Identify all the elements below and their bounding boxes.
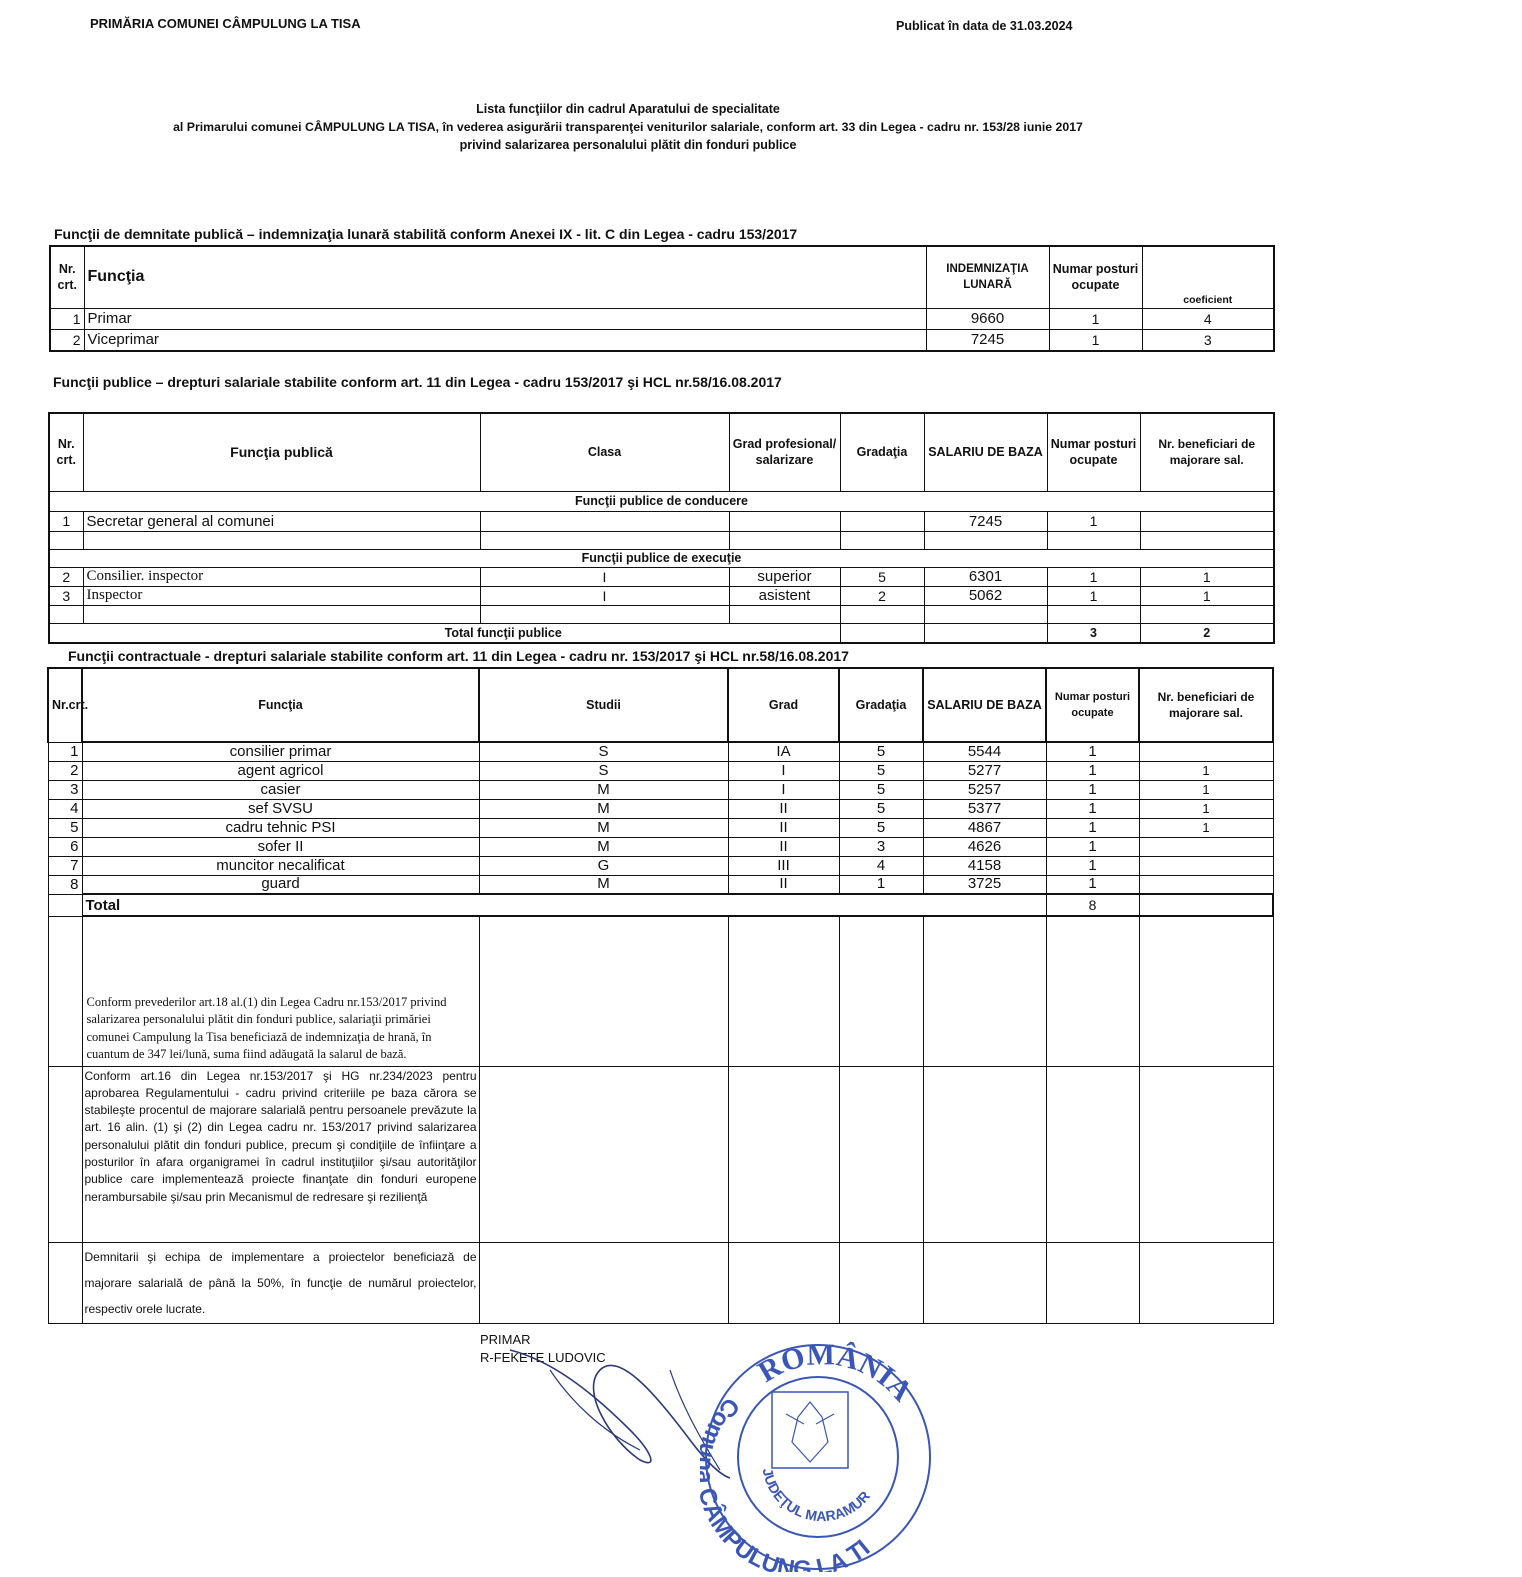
cell-studii: S (479, 742, 728, 761)
cell-coeficient: 3 (1142, 329, 1274, 351)
cell-studii: M (479, 875, 728, 894)
group-executie: Funcţii publice de execuţie (49, 549, 1274, 567)
cell-grad: II (728, 799, 839, 818)
total-beneficiari: 2 (1140, 623, 1274, 643)
header-posturi: Numar posturi ocupate (1047, 413, 1140, 491)
public-functions-table (48, 412, 1275, 644)
cell-posturi: 1 (1046, 761, 1139, 780)
cell-functia: cadru tehnic PSI (82, 818, 479, 837)
header-grad: Grad profesional/ salarizare (729, 413, 840, 491)
note-dignitaries: Demnitarii şi echipa de implementare a proiectelor beneficiază de majorare salarială de până la 50%, în funcţie de numărul proiectelor, respectiv orele lucrate. (82, 1242, 479, 1323)
signature-role: PRIMAR (480, 1332, 531, 1347)
header-salariu: SALARIU DE BAZA (924, 413, 1047, 491)
table-row (48, 780, 1273, 799)
cell-posturi: 1 (1046, 780, 1139, 799)
cell-functia: Consilier. inspector (83, 567, 480, 586)
cell-indemnizatia: 7245 (926, 329, 1049, 351)
document-title-line-3: privind salarizarea personalului plătit din fonduri publice (459, 138, 797, 152)
cell-posturi: 1 (1049, 329, 1142, 351)
cell-nr: 2 (50, 329, 84, 351)
document-title-line-1: Lista funcţiilor din cadrul Aparatului de specialitate (476, 102, 780, 116)
cell-beneficiari (1139, 875, 1273, 894)
cell-salariu: 4867 (923, 818, 1046, 837)
cell-studii: M (479, 818, 728, 837)
cell-grad: II (728, 875, 839, 894)
table-row (48, 799, 1273, 818)
cell-gradatia: 5 (839, 761, 923, 780)
stamp-inner-text: JUDEŢUL MARAMUR (759, 1466, 874, 1525)
cell-nr: 1 (50, 308, 84, 329)
cell-salariu: 3725 (923, 875, 1046, 894)
cell-posturi: 1 (1046, 799, 1139, 818)
cell-salariu: 4626 (923, 837, 1046, 856)
cell-gradatia: 5 (839, 780, 923, 799)
cell-clasa: I (480, 567, 729, 586)
header-posturi: Numar posturi ocupate (1046, 668, 1139, 742)
table-row (48, 761, 1273, 780)
header-clasa: Clasa (480, 413, 729, 491)
cell-beneficiari (1139, 837, 1273, 856)
dignitary-table (49, 245, 1275, 352)
cell-indemnizatia: 9660 (926, 308, 1049, 329)
header-salariu: SALARIU DE BAZA (923, 668, 1046, 742)
header-nr: Nr. crt. (49, 413, 83, 491)
cell-gradatia: 4 (839, 856, 923, 875)
cell-gradatia (840, 511, 924, 531)
cell-posturi: 1 (1046, 742, 1139, 761)
cell-beneficiari: 1 (1140, 586, 1274, 605)
cell-grad: IA (728, 742, 839, 761)
cell-grad: asistent (729, 586, 840, 605)
table-row (49, 511, 1274, 531)
cell-nr: 3 (49, 586, 83, 605)
note-salary-increase: Conform art.16 din Legea nr.153/2017 şi HG nr.234/2023 pentru aprobarea Regulamentului - cadru privind criteriile pe baza cărora se stabileşte procentul de majorare salarială pentru persoanele prevăzute la art. 16 alin. (1) şi (2) din Legea cadru nr. 153/2017 privind salarizarea personalului plătit din fonduri publice, precum şi condiţiile de înfiinţare a posturilor în afara organigramei în cadrul instituţiilor şi/sau autorităţilor publice care implementează proiecte finanţate din fonduri europene nerambursabile şi/sau prin Mecanismul de redresare şi rezilienţă (82, 1066, 479, 1242)
cell-gradatia: 2 (840, 586, 924, 605)
cell-functia: muncitor necalificat (82, 856, 479, 875)
note-meal-allowance: Conform prevederilor art.18 al.(1) din Legea Cadru nr.153/2017 privind salarizarea personalului plătit din fonduri publice, salariaţii primăriei comunei Campulung la Tisa beneficiază de indemnizaţia de hrană, în cuantum de 347 lei/lună, suma fiind adăugată la salarul de bază. (82, 916, 479, 1066)
signature-name: R-FEKETE LUDOVIC (480, 1350, 606, 1365)
total-label: Total funcţii publice (49, 623, 840, 643)
header-beneficiari: Nr. beneficiari de majorare sal. (1140, 413, 1274, 491)
cell-studii: S (479, 761, 728, 780)
cell-studii: M (479, 799, 728, 818)
cell-posturi: 1 (1047, 567, 1140, 586)
table-row (48, 856, 1273, 875)
header-studii: Studii (479, 668, 728, 742)
cell-beneficiari (1139, 856, 1273, 875)
header-functia-publica: Funcţia publică (83, 413, 480, 491)
header-beneficiari: Nr. beneficiari de majorare sal. (1139, 668, 1273, 742)
header-gradatia: Gradaţia (840, 413, 924, 491)
cell-nr: 2 (49, 567, 83, 586)
cell-salariu: 5277 (923, 761, 1046, 780)
cell-posturi: 1 (1047, 586, 1140, 605)
cell-studii: G (479, 856, 728, 875)
cell-nr: 6 (48, 837, 82, 856)
cell-beneficiari: 1 (1139, 818, 1273, 837)
cell-studii: M (479, 837, 728, 856)
cell-studii: M (479, 780, 728, 799)
cell-salariu: 5257 (923, 780, 1046, 799)
cell-gradatia: 1 (839, 875, 923, 894)
cell-salariu: 4158 (923, 856, 1046, 875)
header-indemnizatia: INDEMNIZAŢIA LUNARĂ (926, 246, 1049, 308)
section3-title: Funcţii contractuale - drepturi salariale stabilite conform art. 11 din Legea - cadru nr. 153/2017 şi HCL nr.58/16.08.2017 (68, 648, 849, 664)
cell-grad: II (728, 837, 839, 856)
cell-grad: II (728, 818, 839, 837)
cell-grad: III (728, 856, 839, 875)
cell-grad: I (728, 761, 839, 780)
cell-nr: 8 (48, 875, 82, 894)
cell-functia: Primar (84, 308, 926, 329)
cell-functia: Secretar general al comunei (83, 511, 480, 531)
table-row (49, 586, 1274, 605)
table-row (48, 875, 1273, 894)
header-functia: Funcţia (84, 246, 926, 308)
cell-beneficiari: 1 (1139, 780, 1273, 799)
cell-gradatia: 5 (840, 567, 924, 586)
cell-beneficiari: 1 (1140, 567, 1274, 586)
coat-of-arms-icon (772, 1392, 848, 1468)
table-row (48, 818, 1273, 837)
cell-grad: superior (729, 567, 840, 586)
stamp-top-text: ROMÂNIA (752, 1338, 919, 1408)
header-nr: Nr.crt. (48, 668, 82, 742)
cell-salariu: 5544 (923, 742, 1046, 761)
cell-beneficiari: 1 (1139, 799, 1273, 818)
cell-gradatia: 5 (839, 818, 923, 837)
cell-nr: 2 (48, 761, 82, 780)
cell-nr: 1 (49, 511, 83, 531)
publication-date: Publicat în data de 31.03.2024 (896, 19, 1073, 33)
cell-functia: Viceprimar (84, 329, 926, 351)
header-coeficient: coeficient (1142, 246, 1274, 308)
total-posturi: 8 (1046, 894, 1139, 916)
table-row (50, 329, 1274, 351)
cell-functia: Inspector (83, 586, 480, 605)
cell-posturi: 1 (1049, 308, 1142, 329)
section2-title: Funcţii publice – drepturi salariale stabilite conform art. 11 din Legea - cadru 153/2017 şi HCL nr.58/16.08.2017 (53, 374, 782, 390)
header-grad: Grad (728, 668, 839, 742)
cell-nr: 3 (48, 780, 82, 799)
cell-beneficiari: 1 (1139, 761, 1273, 780)
cell-posturi: 1 (1046, 875, 1139, 894)
cell-clasa: I (480, 586, 729, 605)
cell-grad (729, 511, 840, 531)
cell-nr: 4 (48, 799, 82, 818)
cell-functia: casier (82, 780, 479, 799)
cell-salariu: 5062 (924, 586, 1047, 605)
header-gradatia: Gradaţia (839, 668, 923, 742)
document-title-line-2: al Primarului comunei CÂMPULUNG LA TISA, în vederea asigurării transparenţei veniturilor salariale, conform art. 33 din Legea - cadru nr. 153/28 iunie 2017 (173, 120, 1083, 134)
header-functia: Funcţia (82, 668, 479, 742)
cell-gradatia: 5 (839, 799, 923, 818)
cell-coeficient: 4 (1142, 308, 1274, 329)
cell-salariu: 7245 (924, 511, 1047, 531)
cell-posturi: 1 (1046, 818, 1139, 837)
cell-functia: sef SVSU (82, 799, 479, 818)
cell-clasa (480, 511, 729, 531)
cell-beneficiari (1139, 742, 1273, 761)
total-posturi: 3 (1047, 623, 1140, 643)
cell-functia: agent agricol (82, 761, 479, 780)
table-row (48, 742, 1273, 761)
cell-grad: I (728, 780, 839, 799)
cell-nr: 1 (48, 742, 82, 761)
cell-beneficiari (1140, 511, 1274, 531)
cell-posturi: 1 (1047, 511, 1140, 531)
cell-posturi: 1 (1046, 837, 1139, 856)
cell-functia: consilier primar (82, 742, 479, 761)
header-posturi: Numar posturi ocupate (1049, 246, 1142, 308)
cell-functia: guard (82, 875, 479, 894)
cell-gradatia: 5 (839, 742, 923, 761)
cell-gradatia: 3 (839, 837, 923, 856)
cell-salariu: 5377 (923, 799, 1046, 818)
contract-rows (48, 742, 1273, 894)
cell-nr: 5 (48, 818, 82, 837)
group-conducere: Funcţii publice de conducere (49, 491, 1274, 511)
table-row (50, 308, 1274, 329)
cell-nr: 7 (48, 856, 82, 875)
cell-posturi: 1 (1046, 856, 1139, 875)
official-stamp (700, 1322, 936, 1572)
contract-functions-table (47, 667, 1274, 1324)
cell-salariu: 6301 (924, 567, 1047, 586)
total-label: Total (82, 894, 1046, 916)
section1-title: Funcţii de demnitate publică – indemnizaţia lunară stabilită conform Anexei IX - lit. C din Legea - cadru 153/2017 (54, 226, 798, 242)
table-row (48, 837, 1273, 856)
stamp-ring-text: Co ÂMPULUNG LA TI (700, 1392, 876, 1572)
header-nr: Nr. crt. (50, 246, 84, 308)
table-row (49, 567, 1274, 586)
cell-functia: sofer II (82, 837, 479, 856)
institution-name: PRIMĂRIA COMUNEI CÂMPULUNG LA TISA (90, 16, 361, 31)
